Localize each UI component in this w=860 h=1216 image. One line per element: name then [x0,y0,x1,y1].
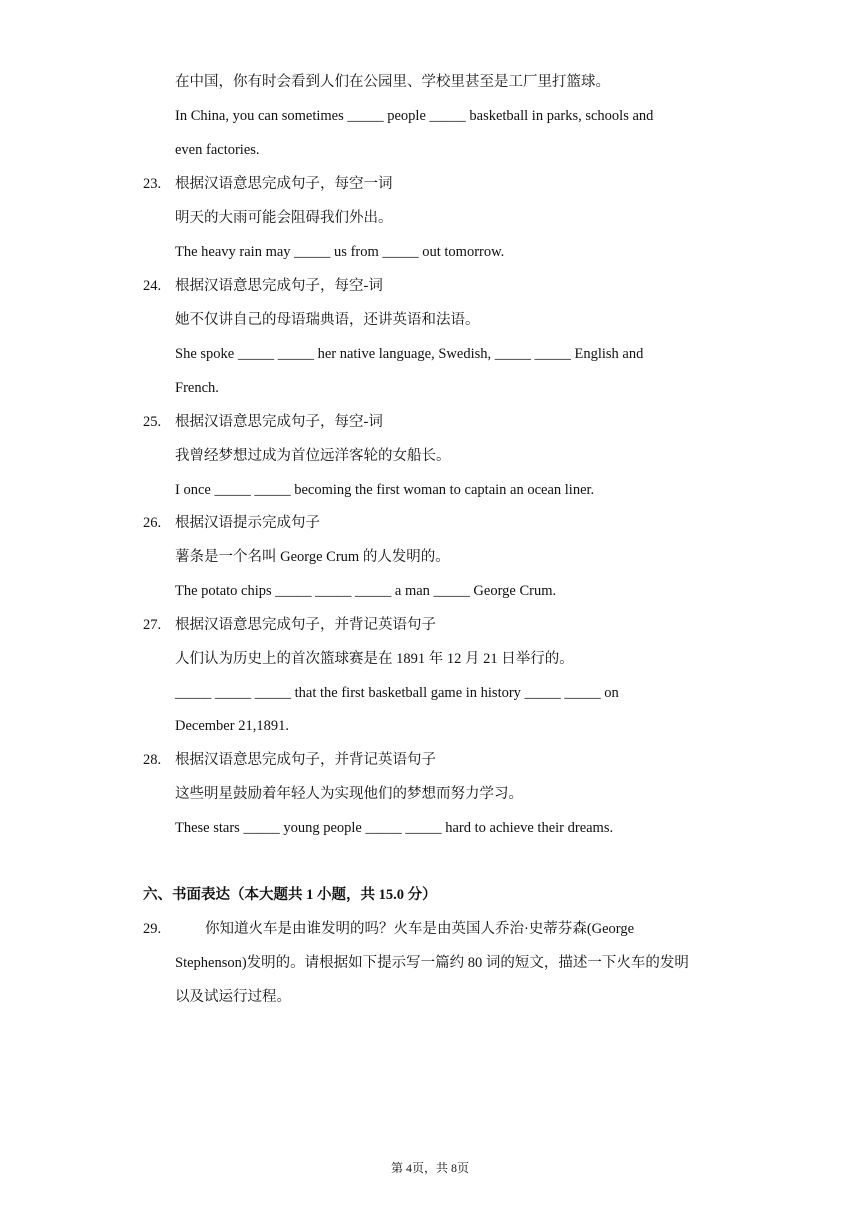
question-english-line: _____ _____ _____ that the first basketball game in history _____ _____ on [175,685,619,701]
question-instruction: 根据汉语意思完成句子，每空-词 [175,278,383,294]
writing-prompt-line: 你知道火车是由谁发明的吗？火车是由英国人乔治·史蒂芬森(George [205,921,635,937]
question-english-line: These stars _____ young people _____ _____ hard to achieve their dreams. [175,820,614,836]
question-number: 24. [143,278,162,294]
prev-question-english-line: even factories. [175,142,260,158]
question-number: 26. [143,515,162,531]
question-chinese: 我曾经梦想过成为首位远洋客轮的女船长。 [175,448,451,464]
question-number: 23. [143,176,162,192]
question-english-line: She spoke _____ _____ her native language, Swedish, _____ _____ English and [175,346,644,362]
writing-prompt-line: 以及试运行过程。 [175,989,291,1005]
question-number: 25. [143,414,162,430]
writing-prompt-line: Stephenson)发明的。请根据如下提示写一篇约 80 词的短文，描述一下火车的发明 [175,955,689,971]
question-instruction: 根据汉语意思完成句子，并背记英语句子 [175,617,436,633]
question-english-line: French. [175,380,219,396]
question-chinese: 人们认为历史上的首次篮球赛是在 1891 年 12 月 21 日举行的。 [175,651,574,667]
question-instruction: 根据汉语意思完成句子，每空-词 [175,414,383,430]
question-number: 27. [143,617,162,633]
question-chinese: 明天的大雨可能会阻碍我们外出。 [175,210,393,226]
question-chinese: 她不仅讲自己的母语瑞典语，还讲英语和法语。 [175,312,480,328]
question-instruction: 根据汉语意思完成句子，每空一词 [175,176,393,192]
question-chinese: 薯条是一个名叫 George Crum 的人发明的。 [175,549,450,565]
question-english-line: The potato chips _____ _____ _____ a man _____ George Crum. [175,583,557,599]
question-english-line: I once _____ _____ becoming the first woman to captain an ocean liner. [175,482,595,498]
question-english-line: The heavy rain may _____ us from _____ out tomorrow. [175,244,505,260]
page-footer: 第 4页，共 8页 [390,1161,469,1175]
question-instruction: 根据汉语提示完成句子 [175,515,320,531]
question-english-line: December 21,1891. [175,718,289,734]
question-number: 28. [143,752,162,768]
question-instruction: 根据汉语意思完成句子，并背记英语句子 [175,752,436,768]
question-number: 29. [143,921,162,937]
section-title: 六、书面表达（本大题共 1 小题，共 15.0 分） [143,887,437,903]
prev-question-chinese: 在中国，你有时会看到人们在公园里、学校里甚至是工厂里打篮球。 [175,74,610,90]
question-chinese: 这些明星鼓励着年轻人为实现他们的梦想而努力学习。 [175,786,523,802]
prev-question-english-line: In China, you can sometimes _____ people _____ basketball in parks, schools and [175,108,654,124]
